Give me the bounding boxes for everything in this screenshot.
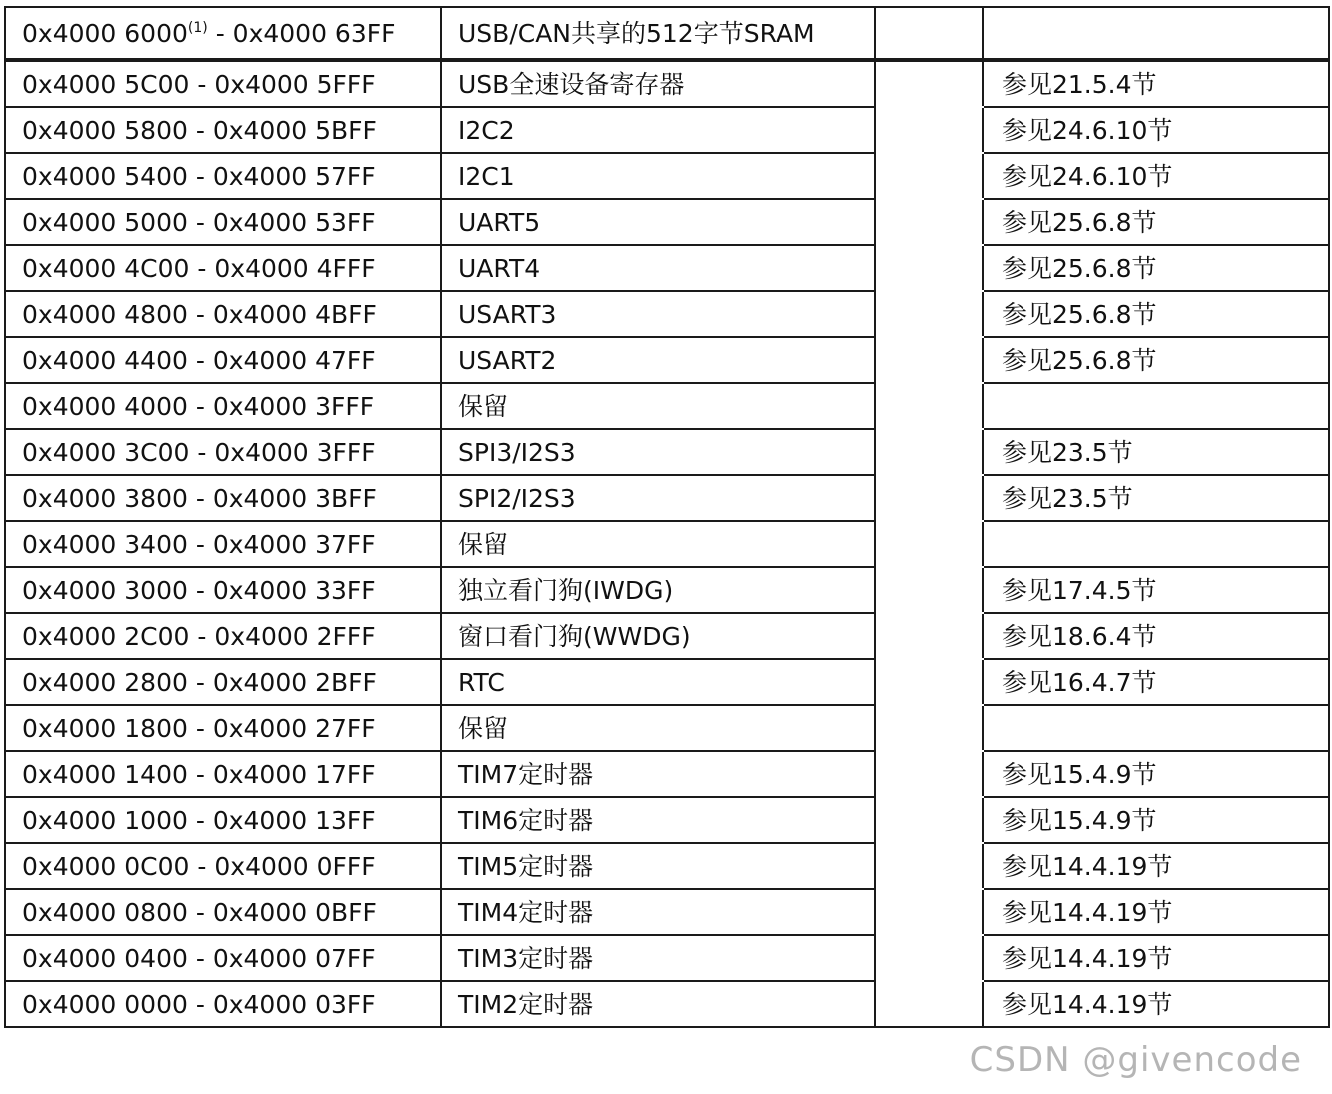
address-range-cell xyxy=(5,521,441,567)
table-row xyxy=(5,60,1329,107)
address-start: 0x4000 1400 xyxy=(22,759,188,789)
reference-cell: 参见24.6.10节 xyxy=(983,107,1329,153)
bus-cell xyxy=(875,383,983,429)
address-start: 0x4000 5800 xyxy=(22,115,188,145)
bus-cell xyxy=(875,843,983,889)
peripheral-cell: USB全速设备寄存器 xyxy=(441,60,875,107)
reference-cell: 参见25.6.8节 xyxy=(983,245,1329,291)
reference-cell: 参见23.5节 xyxy=(983,429,1329,475)
address-start: 0x4000 5400 xyxy=(22,161,188,191)
bus-cell xyxy=(875,199,983,245)
bus-cell xyxy=(875,935,983,981)
address-end: - 0x4000 3BFF xyxy=(187,483,377,513)
bus-cell xyxy=(875,475,983,521)
table-row xyxy=(5,935,1329,981)
peripheral-cell: 保留 xyxy=(441,521,875,567)
table-row xyxy=(5,245,1329,291)
address-start: 0x4000 5000 xyxy=(22,207,188,237)
address-start: 0x4000 6000 xyxy=(22,18,188,48)
address-range-cell xyxy=(5,751,441,797)
address-end: - 0x4000 3FFF xyxy=(189,437,376,467)
address-end: - 0x4000 2FFF xyxy=(189,621,376,651)
bus-cell xyxy=(875,7,983,60)
address-end: - 0x4000 47FF xyxy=(187,345,376,375)
reference-cell xyxy=(983,7,1329,60)
peripheral-cell: USART2 xyxy=(441,337,875,383)
peripheral-cell: TIM4定时器 xyxy=(441,889,875,935)
address-end: - 0x4000 0BFF xyxy=(187,897,377,927)
address-end: - 0x4000 57FF xyxy=(187,161,376,191)
table-row xyxy=(5,889,1329,935)
reference-cell: 参见21.5.4节 xyxy=(983,60,1329,107)
address-range-cell xyxy=(5,705,441,751)
address-range-cell xyxy=(5,337,441,383)
address-range-cell xyxy=(5,291,441,337)
peripheral-cell: 窗口看门狗(WWDG) xyxy=(441,613,875,659)
peripheral-cell: USB/CAN共享的512字节SRAM xyxy=(441,7,875,60)
peripheral-cell: 保留 xyxy=(441,705,875,751)
reference-cell xyxy=(983,521,1329,567)
address-end: - 0x4000 17FF xyxy=(187,759,376,789)
address-end: - 0x4000 5FFF xyxy=(189,69,376,99)
bus-cell xyxy=(875,107,983,153)
table-row xyxy=(5,659,1329,705)
table-row xyxy=(5,751,1329,797)
address-start: 0x4000 1800 xyxy=(22,713,188,743)
address-range-cell xyxy=(5,245,441,291)
table-row xyxy=(5,843,1329,889)
reference-cell: 参见23.5节 xyxy=(983,475,1329,521)
address-range-cell xyxy=(5,199,441,245)
reference-cell: 参见15.4.9节 xyxy=(983,797,1329,843)
table-row xyxy=(5,521,1329,567)
table-row xyxy=(5,567,1329,613)
bus-cell xyxy=(875,705,983,751)
table-row xyxy=(5,475,1329,521)
address-range-cell xyxy=(5,567,441,613)
address-end: - 0x4000 03FF xyxy=(187,989,376,1019)
bus-cell xyxy=(875,797,983,843)
address-range-cell xyxy=(5,797,441,843)
address-end: - 0x4000 2BFF xyxy=(187,667,377,697)
address-range-cell xyxy=(5,107,441,153)
table-row xyxy=(5,383,1329,429)
address-end: - 0x4000 07FF xyxy=(187,943,376,973)
bus-cell xyxy=(875,659,983,705)
address-start: 0x4000 0000 xyxy=(22,989,188,1019)
bus-cell xyxy=(875,291,983,337)
reference-cell: 参见18.6.4节 xyxy=(983,613,1329,659)
reference-cell: 参见24.6.10节 xyxy=(983,153,1329,199)
address-start: 0x4000 3800 xyxy=(22,483,188,513)
table-row xyxy=(5,153,1329,199)
address-range-cell xyxy=(5,659,441,705)
bus-cell xyxy=(875,567,983,613)
bus-cell xyxy=(875,153,983,199)
table-row xyxy=(5,981,1329,1027)
address-end: - 0x4000 13FF xyxy=(187,805,376,835)
peripheral-cell: 保留 xyxy=(441,383,875,429)
address-start: 0x4000 0800 xyxy=(22,897,188,927)
peripheral-cell: I2C1 xyxy=(441,153,875,199)
address-start: 0x4000 3400 xyxy=(22,529,188,559)
address-start: 0x4000 5C00 xyxy=(22,69,190,99)
peripheral-cell: TIM6定时器 xyxy=(441,797,875,843)
csdn-watermark: CSDN @givencode xyxy=(969,1040,1302,1080)
table-row xyxy=(5,199,1329,245)
address-range-cell xyxy=(5,843,441,889)
reference-cell: 参见14.4.19节 xyxy=(983,981,1329,1027)
reference-cell xyxy=(983,705,1329,751)
peripheral-cell: 独立看门狗(IWDG) xyxy=(441,567,875,613)
address-end: - 0x4000 53FF xyxy=(187,207,376,237)
table-row xyxy=(5,797,1329,843)
bus-cell xyxy=(875,429,983,475)
table-row xyxy=(5,107,1329,153)
peripheral-cell: TIM3定时器 xyxy=(441,935,875,981)
address-start: 0x4000 4C00 xyxy=(22,253,190,283)
address-end: - 0x4000 0FFF xyxy=(189,851,376,881)
address-start: 0x4000 4800 xyxy=(22,299,188,329)
peripheral-cell: I2C2 xyxy=(441,107,875,153)
address-end: - 0x4000 4FFF xyxy=(189,253,376,283)
bus-cell xyxy=(875,245,983,291)
address-start: 0x4000 0C00 xyxy=(22,851,190,881)
address-range-cell xyxy=(5,383,441,429)
bus-cell xyxy=(875,613,983,659)
address-end: - 0x4000 37FF xyxy=(187,529,376,559)
reference-cell: 参见14.4.19节 xyxy=(983,889,1329,935)
address-end: - 0x4000 5BFF xyxy=(187,115,377,145)
footnote-marker: (1) xyxy=(187,19,208,36)
peripheral-cell: TIM2定时器 xyxy=(441,981,875,1027)
memory-map-table xyxy=(4,6,1330,1028)
table-row xyxy=(5,705,1329,751)
peripheral-cell: UART4 xyxy=(441,245,875,291)
peripheral-cell: TIM5定时器 xyxy=(441,843,875,889)
address-end: - 0x4000 33FF xyxy=(187,575,376,605)
reference-cell xyxy=(983,383,1329,429)
reference-cell: 参见25.6.8节 xyxy=(983,199,1329,245)
bus-cell xyxy=(875,751,983,797)
address-range-cell xyxy=(5,153,441,199)
bus-cell xyxy=(875,521,983,567)
peripheral-cell: UART5 xyxy=(441,199,875,245)
reference-cell: 参见17.4.5节 xyxy=(983,567,1329,613)
memory-map-body xyxy=(5,7,1329,1027)
address-start: 0x4000 4400 xyxy=(22,345,188,375)
reference-cell: 参见14.4.19节 xyxy=(983,935,1329,981)
table-row xyxy=(5,429,1329,475)
address-end: - 0x4000 63FF xyxy=(207,18,396,48)
address-range-cell xyxy=(5,475,441,521)
address-start: 0x4000 0400 xyxy=(22,943,188,973)
reference-cell: 参见15.4.9节 xyxy=(983,751,1329,797)
peripheral-cell: TIM7定时器 xyxy=(441,751,875,797)
address-range-cell xyxy=(5,429,441,475)
reference-cell: 参见25.6.8节 xyxy=(983,337,1329,383)
table-row xyxy=(5,337,1329,383)
address-end: - 0x4000 27FF xyxy=(187,713,376,743)
address-start: 0x4000 2C00 xyxy=(22,621,190,651)
table-row xyxy=(5,291,1329,337)
address-range-cell xyxy=(5,889,441,935)
bus-cell xyxy=(875,60,983,107)
table-row xyxy=(5,613,1329,659)
address-range-cell xyxy=(5,7,441,60)
address-range-cell xyxy=(5,613,441,659)
address-start: 0x4000 3000 xyxy=(22,575,188,605)
address-start: 0x4000 1000 xyxy=(22,805,188,835)
bus-cell xyxy=(875,889,983,935)
peripheral-cell: SPI3/I2S3 xyxy=(441,429,875,475)
address-end: - 0x4000 4BFF xyxy=(187,299,377,329)
peripheral-cell: SPI2/I2S3 xyxy=(441,475,875,521)
bus-cell xyxy=(875,981,983,1027)
bus-cell xyxy=(875,337,983,383)
address-range-cell xyxy=(5,935,441,981)
peripheral-cell: USART3 xyxy=(441,291,875,337)
address-end: - 0x4000 3FFF xyxy=(187,391,375,421)
reference-cell: 参见14.4.19节 xyxy=(983,843,1329,889)
address-start: 0x4000 3C00 xyxy=(22,437,190,467)
address-range-cell xyxy=(5,60,441,107)
address-start: 0x4000 4000 xyxy=(22,391,188,421)
reference-cell: 参见25.6.8节 xyxy=(983,291,1329,337)
address-range-cell xyxy=(5,981,441,1027)
address-start: 0x4000 2800 xyxy=(22,667,188,697)
table-row xyxy=(5,7,1329,60)
peripheral-cell: RTC xyxy=(441,659,875,705)
reference-cell: 参见16.4.7节 xyxy=(983,659,1329,705)
